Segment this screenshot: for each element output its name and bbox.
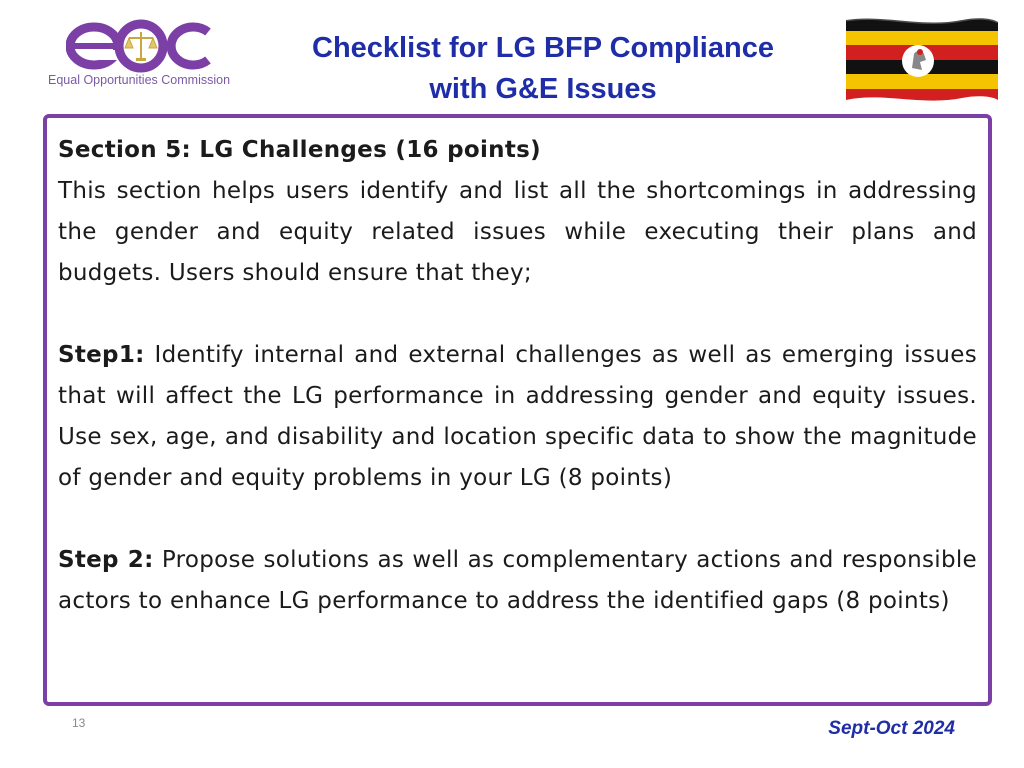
- section-intro: This section helps users identify and list all the shortcomings in addressing the gender and equity related issues while executing their plans and budgets. Users should ensure that they;: [58, 178, 977, 286]
- content-box: [43, 114, 992, 706]
- eoc-logo-mark: [66, 18, 216, 74]
- spacer: [58, 499, 977, 540]
- step-1-label: Step1:: [58, 342, 145, 368]
- step-2-paragraph: [58, 540, 977, 622]
- title-line-1: Checklist for LG BFP Compliance: [312, 32, 774, 64]
- uganda-flag-icon: [842, 16, 1002, 104]
- slide-title: [236, 28, 850, 110]
- step-2-text: Propose solutions as well as complementary actions and responsible actors to enhance LG performance to address the identified gaps (8 points): [58, 547, 977, 614]
- step-1-text: Identify internal and external challenges as well as emerging issues that will affect the LG performance in addressing gender and equity issues. Use sex, age, and disability and location specific data to show the magnitude of gender and equity problems in your LG (8 points): [58, 342, 977, 491]
- logo-caption: Equal Opportunities Commission: [48, 73, 231, 87]
- slide-number: 13: [72, 716, 86, 730]
- title-line-2: with G&E Issues: [429, 73, 657, 105]
- step-2-label: Step 2:: [58, 547, 154, 573]
- eoc-logo: [44, 18, 244, 92]
- spacer: [58, 294, 977, 335]
- section-heading: Section 5: LG Challenges (16 points): [58, 137, 541, 163]
- date-label: Sept-Oct 2024: [828, 718, 955, 739]
- step-1-paragraph: [58, 335, 977, 499]
